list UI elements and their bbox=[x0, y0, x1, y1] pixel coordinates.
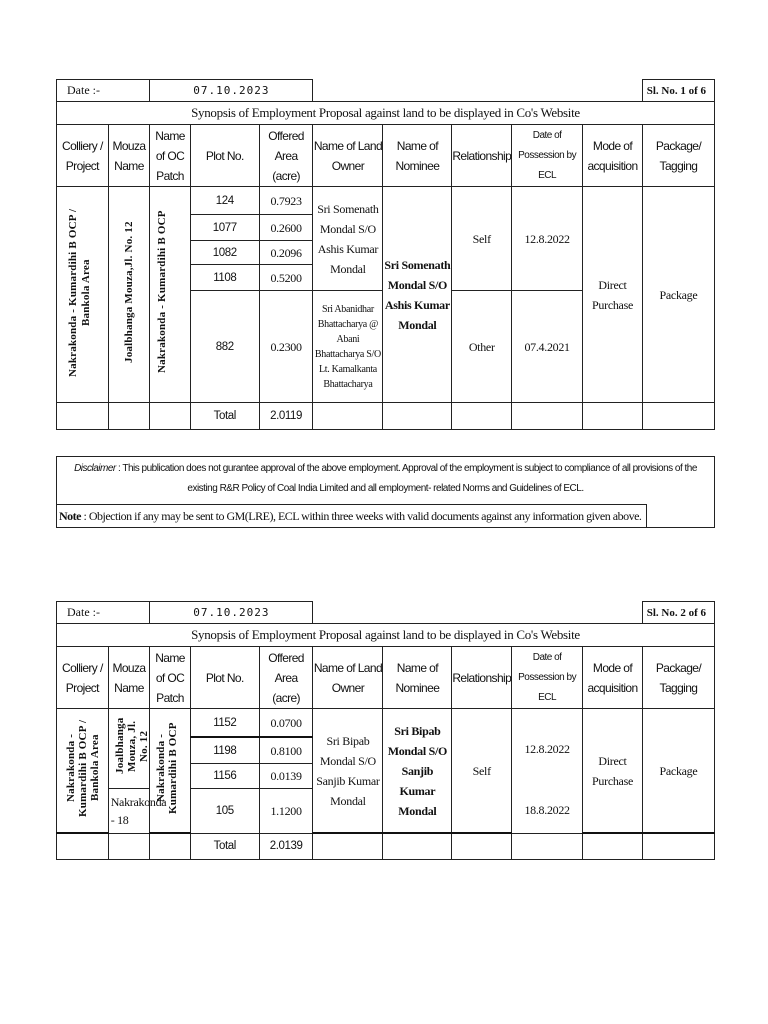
land-owner: Sri Abanidhar Bhattacharya @ Abani Bhattacharya S/O Lt. Kamalkanta Bhattacharya bbox=[313, 291, 383, 403]
plot-area: 0.0700 bbox=[259, 709, 313, 738]
oc-patch-cell bbox=[150, 709, 191, 834]
empty-cell bbox=[150, 403, 191, 430]
empty-cell bbox=[57, 833, 109, 859]
date-value: 07.10.2023 bbox=[150, 602, 313, 624]
relationship-value: Self bbox=[452, 187, 512, 291]
header-nominee: Name of Nominee bbox=[383, 647, 452, 709]
plot-number: 124 bbox=[190, 187, 259, 215]
relationship-value: Other bbox=[452, 291, 512, 403]
header-land-owner: Name of Land Owner bbox=[313, 125, 383, 187]
acquisition-mode: Direct Purchase bbox=[583, 709, 643, 834]
note-label: Note bbox=[59, 509, 81, 523]
oc-patch-cell bbox=[150, 187, 191, 403]
sheet-title: Synopsis of Employment Proposal against land to be displayed in Co's Website bbox=[57, 624, 715, 647]
empty-cell bbox=[642, 403, 714, 430]
plot-area: 1.1200 bbox=[259, 788, 313, 833]
proposal-table-2 bbox=[56, 601, 715, 860]
package-tagging: Package bbox=[642, 709, 714, 834]
plot-area: 0.0139 bbox=[259, 764, 313, 788]
possession-date: 18.8.2022 bbox=[512, 788, 583, 833]
total-label: Total bbox=[190, 403, 259, 430]
empty-cell bbox=[583, 833, 643, 859]
empty-cell bbox=[512, 403, 583, 430]
serial-number: Sl. No. 2 of 6 bbox=[642, 602, 714, 624]
nominee-name: Sri Bipab Mondal S/O Sanjib Kumar Mondal bbox=[383, 709, 452, 834]
empty-cell bbox=[108, 833, 150, 859]
possession-date: 12.8.2022 bbox=[512, 187, 583, 291]
empty-cell bbox=[108, 403, 150, 430]
total-area: 2.0119 bbox=[259, 403, 313, 430]
date-label: Date :- bbox=[57, 80, 150, 102]
plot-number: 1082 bbox=[190, 241, 259, 265]
plot-number: 1108 bbox=[190, 265, 259, 291]
header-relationship: Relationship bbox=[452, 125, 512, 187]
mouza-text: Joalbhanga Mouza,Jl. No. 12 bbox=[122, 221, 135, 363]
total-label: Total bbox=[190, 833, 259, 859]
header-mode: Mode of acquisition bbox=[583, 125, 643, 187]
plot-number: 1077 bbox=[190, 215, 259, 241]
relationship-value: Self bbox=[452, 709, 512, 834]
header-mode: Mode of acquisition bbox=[583, 647, 643, 709]
plot-number: 1198 bbox=[190, 737, 259, 764]
sheet-title: Synopsis of Employment Proposal against land to be displayed in Co's Website bbox=[57, 102, 715, 125]
oc-patch-text: Nakrakonda - Kumardihi B OCP bbox=[156, 210, 169, 374]
empty-cell bbox=[383, 403, 452, 430]
plot-area: 0.2096 bbox=[259, 241, 313, 265]
possession-date: 07.4.2021 bbox=[512, 291, 583, 403]
plot-number: 1152 bbox=[190, 709, 259, 738]
colliery-cell bbox=[57, 709, 109, 834]
header-possession-date: Date of Possession by ECL bbox=[512, 125, 583, 187]
package-tagging: Package bbox=[642, 187, 714, 403]
disclaimer-text: : This publication does not gurantee approval of the above employment. Approval of the employment is subject to compliance of all provisions of the existing R&R Policy of Coal India Limited and all employment- related Norms and Guidelines of ECL. bbox=[118, 463, 697, 494]
note-text: : Objection if any may be sent to GM(LRE), ECL within three weeks with valid documents against any information given above. bbox=[83, 509, 642, 523]
spacer bbox=[313, 602, 642, 624]
mouza-text: Joalbhanga Mouza, Jl. No. 12 bbox=[113, 717, 150, 774]
empty-cell bbox=[512, 833, 583, 859]
disclaimer bbox=[57, 457, 714, 499]
plot-number: 1156 bbox=[190, 764, 259, 788]
header-oc-patch: Name of OC Patch bbox=[150, 125, 191, 187]
possession-date: 12.8.2022 bbox=[512, 709, 583, 789]
plot-area: 0.7923 bbox=[259, 187, 313, 215]
date-value: 07.10.2023 bbox=[150, 80, 313, 102]
header-offered-area: Offered Area (acre) bbox=[259, 125, 313, 187]
acquisition-mode: Direct Purchase bbox=[583, 187, 643, 403]
mouza-cell bbox=[108, 187, 150, 403]
proposal-sheet-1 bbox=[56, 79, 715, 430]
header-colliery: Colliery / Project bbox=[57, 647, 109, 709]
disclaimer-box bbox=[56, 456, 715, 528]
empty-cell bbox=[57, 403, 109, 430]
header-package: Package/ Tagging bbox=[642, 125, 714, 187]
plot-number: 882 bbox=[190, 291, 259, 403]
header-oc-patch: Name of OC Patch bbox=[150, 647, 191, 709]
empty-cell bbox=[642, 833, 714, 859]
proposal-sheet-2 bbox=[56, 601, 715, 860]
mouza-extra: Nakrakonda - 18 bbox=[108, 788, 150, 833]
plot-area: 0.5200 bbox=[259, 265, 313, 291]
header-offered-area: Offered Area (acre) bbox=[259, 647, 313, 709]
plot-area: 0.8100 bbox=[259, 737, 313, 764]
plot-area: 0.2300 bbox=[259, 291, 313, 403]
header-relationship: Relationship bbox=[452, 647, 512, 709]
nominee-name: Sri Somenath Mondal S/O Ashis Kumar Mondal bbox=[383, 187, 452, 403]
mouza-cell bbox=[108, 709, 150, 789]
colliery-text: Nakrakonda - Kumardihi B OCP / Bankola Area bbox=[65, 719, 102, 817]
disclaimer-label: Disclaimer bbox=[74, 463, 116, 474]
empty-cell bbox=[383, 833, 452, 859]
spacer bbox=[313, 80, 642, 102]
plot-number: 105 bbox=[190, 788, 259, 833]
note-row bbox=[57, 504, 647, 528]
land-owner: Sri Bipab Mondal S/O Sanjib Kumar Mondal bbox=[313, 709, 383, 834]
header-mouza: Mouza Name bbox=[108, 125, 150, 187]
header-nominee: Name of Nominee bbox=[383, 125, 452, 187]
date-label: Date :- bbox=[57, 602, 150, 624]
header-plot-no: Plot No. bbox=[190, 125, 259, 187]
empty-cell bbox=[583, 403, 643, 430]
empty-cell bbox=[452, 833, 512, 859]
empty-cell bbox=[150, 833, 191, 859]
colliery-text: Nakrakonda - Kumardihi B OCP / Bankola Area bbox=[67, 207, 93, 377]
colliery-cell bbox=[57, 187, 109, 403]
header-possession-date: Date of Possession by ECL bbox=[512, 647, 583, 709]
empty-cell bbox=[452, 403, 512, 430]
empty-cell bbox=[313, 403, 383, 430]
plot-area: 0.2600 bbox=[259, 215, 313, 241]
total-area: 2.0139 bbox=[259, 833, 313, 859]
header-land-owner: Name of Land Owner bbox=[313, 647, 383, 709]
proposal-table-1 bbox=[56, 79, 715, 430]
serial-number: Sl. No. 1 of 6 bbox=[642, 80, 714, 102]
header-plot-no: Plot No. bbox=[190, 647, 259, 709]
empty-cell bbox=[313, 833, 383, 859]
header-colliery: Colliery / Project bbox=[57, 125, 109, 187]
header-mouza: Mouza Name bbox=[108, 647, 150, 709]
land-owner: Sri Somenath Mondal S/O Ashis Kumar Mondal bbox=[313, 187, 383, 291]
header-package: Package/ Tagging bbox=[642, 647, 714, 709]
oc-patch-text: Nakrakonda - Kumardihi B OCP bbox=[155, 722, 180, 814]
